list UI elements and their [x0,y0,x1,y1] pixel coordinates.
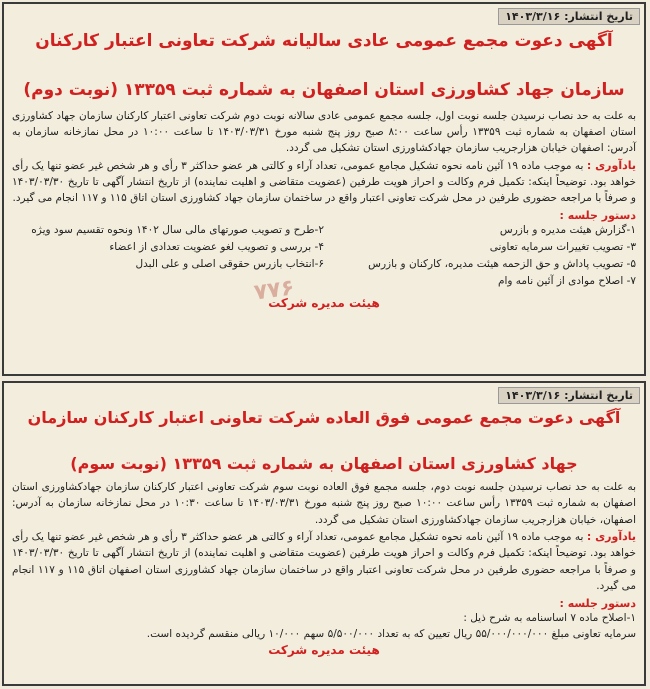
announcement-title-line2: سازمان جهاد کشاورزی استان اصفهان به شماره ثبت ۱۳۳۵۹ (نوبت دوم) [23,79,625,100]
publish-date: تاریخ انتشار: ۱۴۰۳/۳/۱۶ [498,8,640,25]
agenda-item: ۵- تصویب پاداش و حق الزحمه هیئت مدیره، کارکنان و بازرس [368,258,636,271]
reminder-text: به موجب ماده ۱۹ آئین نامه نحوه تشکیل مجامع عمومی، تعداد آراء و کالتی هر عضو حداکثر ۳ رأی و هر شخص غیر عضو تنها یک رأی خواهد بود. توضیحاً اینکه: تکمیل فرم وکالت و احراز هویت طرفین (عضویت متقاضی و اهلیت نماینده) از تاریخ انتشار آگهی تا تاریخ ۱۴۰۳/۰۳/۳۰ و صرفاً با مراجعه حضوری طرفین در محل شرکت تعاونی اعتبار واقع در ساختمان سازمان جهاد کشاورزی استان اتاق ۱۱۵ و ۱۱۷ انجام می گیرد. [12,159,636,205]
reminder-text: به موجب ماده ۱۹ آئین نامه نحوه تشکیل مجامع عمومی، تعداد آراء و کالتی هر عضو حداکثر ۳ رأی و هر شخص غیر عضو تنها یک رأی خواهد بود. توضیحاً اینکه: تکمیل فرم وکالت و احراز هویت طرفین (عضویت متقاضی و اهلیت نماینده) از تاریخ انتشار آگهی تا تاریخ ۱۴۰۳/۰۳/۳۰ و صرفاً با مراجعه حضوری طرفین در محل شرکت تعاونی اعتبار واقع در ساختمان سازمان جهاد کشاورزی استان اصفهان اتاق ۱۱۵ و ۱۱۷ انجام می گیرد. [12,530,637,592]
board-signature: هیئت مدیره شرکت [268,642,380,657]
reminder-paragraph [12,528,636,594]
publish-date: تاریخ انتشار: ۱۴۰۳/۳/۱۶ [498,387,640,404]
reminder-paragraph [12,157,636,207]
reminder-label: یادآوری : [586,158,637,172]
reminder-label: یادآوری : [586,529,637,543]
agenda-item: سرمایه تعاونی مبلغ ۵۵/۰۰۰/۰۰۰/۰۰۰ ریال تعیین که به تعداد ۵/۵۰۰/۰۰۰ سهم ۱۰/۰۰۰ ریالی منقسم گردیده است. [146,628,636,641]
announcement-title-line1: آگهی دعوت مجمع عمومی عادی سالیانه شرکت تعاونی اعتبار کارکنان [35,31,613,51]
agenda-item: ۱-گزارش هیئت مدیره و بازرس [499,224,636,237]
agenda-item: ۶-انتخاب بازرس حقوقی اصلی و علی البدل [135,258,324,271]
announcement-extraordinary-meeting [2,381,646,686]
announcement-body: به علت به حد نصاب نرسیدن جلسه نوبت دوم، جلسه مجمع فوق العاده نوبت سوم شرکت تعاونی اعتبار کارکنان سازمان جهادکشاورزی استان اصفهان به شماره ثبت ۱۳۳۵۹ رأس ساعت ۱۰:۰۰ صبح روز پنج شنبه مورخ ۱۴۰۳/۰۳/۳۱ تا ساعت ۱۰:۳۰ در محل نمازخانه سازمان به آدرس: اصفهان، خیابان هزارجریب سازمان جهادکشاورزی استان تشکیل می گردد. [12,481,636,526]
agenda-title: دستور جلسه : [559,209,636,223]
ink-stamp: ۷۷۶ [252,275,296,306]
agenda-item: ۷- اصلاح موادی از آئین نامه وام [497,274,636,287]
agenda-item: ۱-اصلاح ماده ۷ اساسنامه به شرح ذیل : [463,612,636,625]
agenda-list [12,222,636,289]
agenda-item: ۴- بررسی و تصویب لغو عضویت تعدادی از اعضاء [109,241,324,254]
agenda-column-right [324,222,636,289]
announcement-title-line2: جهاد کشاورزی استان اصفهان به شماره ثبت ۱۳۳۵۹ (نوبت سوم) [70,453,578,473]
board-signature: هیئت مدیره شرکت [268,295,380,310]
announcement-regular-meeting [2,2,646,376]
agenda-item: ۲-طرح و تصویب صورتهای مالی سال ۱۴۰۲ ونحوه تقسیم سود ویژه [31,224,324,237]
agenda-title: دستور جلسه : [559,597,636,611]
announcement-body: به علت به حد نصاب نرسیدن جلسه نوبت اول، جلسه مجمع عمومی عادی سالانه نوبت دوم شرکت تعاونی اعتبار کارکنان سازمان جهاد کشاورزی استان اصفهان به شماره ثبت ۱۳۳۵۹ رأس ساعت ۸:۰۰ صبح روز پنج شنبه مورخ ۱۴۰۳/۰۳/۳۱ تا ساعت ۱۰:۰۰ در محل نمازخانه سازمان به آدرس: اصفهان خیابان هزارجریب سازمان جهادکشاورزی استان تشکیل می گردد. [12,109,636,155]
agenda-item: ۳- تصویب تغییرات سرمایه تعاونی [489,241,636,254]
announcement-title-line1: آگهی دعوت مجمع عمومی فوق العاده شرکت تعاونی اعتبار کارکنان سازمان [27,408,621,427]
